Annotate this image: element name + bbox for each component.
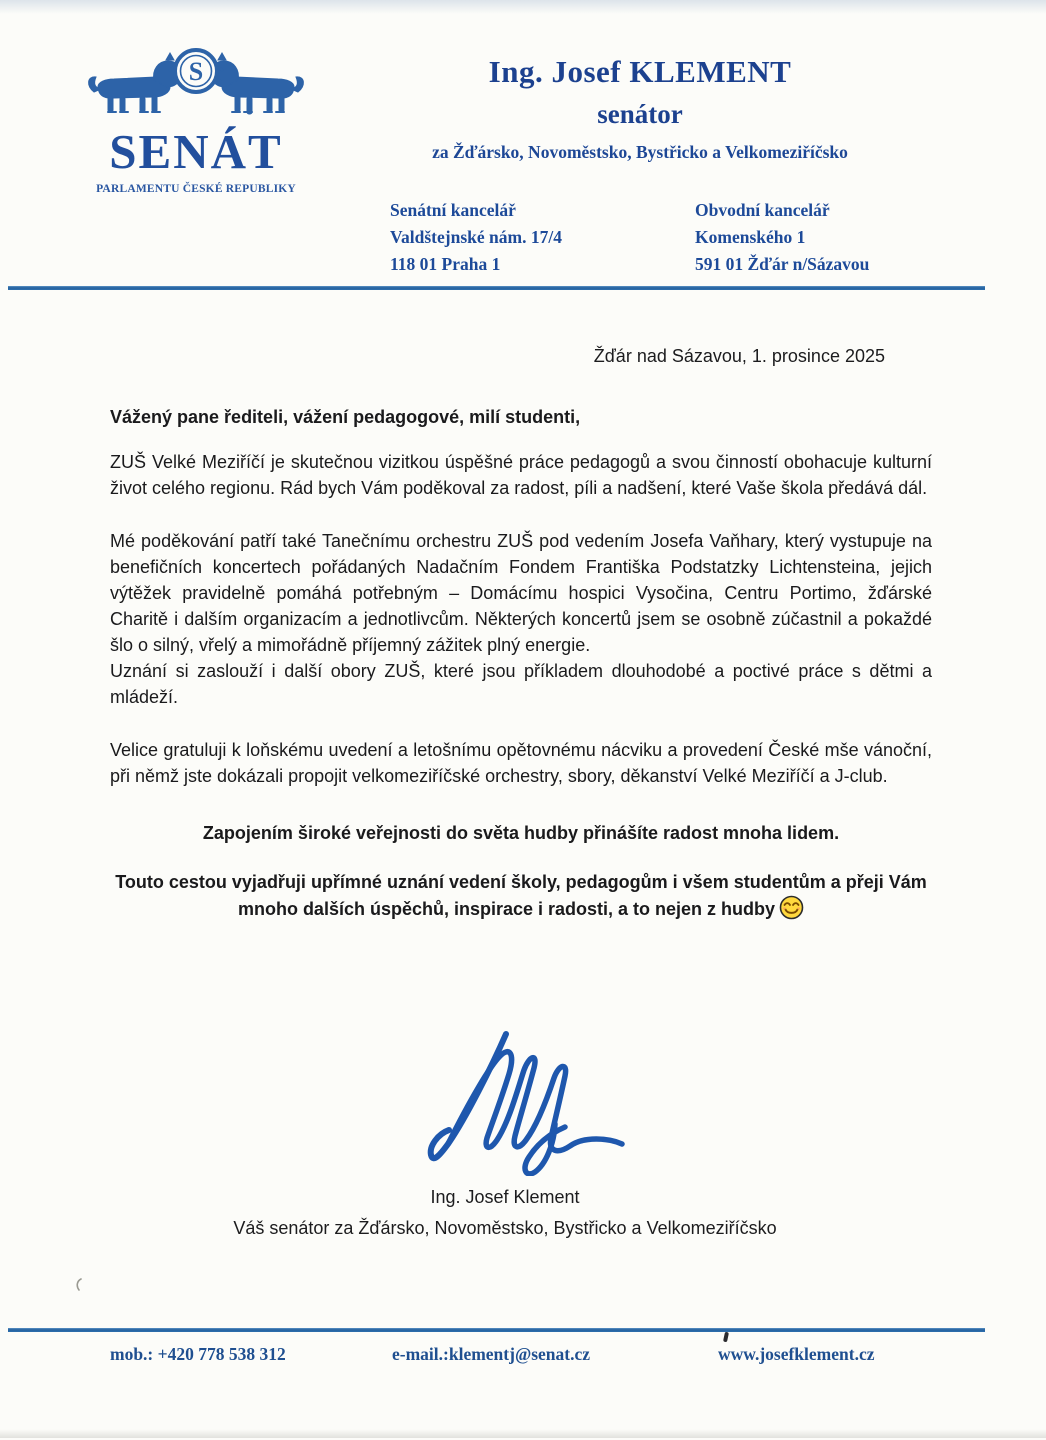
office-city: 591 01 Žďár n/Sázavou xyxy=(695,254,870,274)
senat-lions-emblem-icon xyxy=(84,46,308,126)
senate-office-address xyxy=(390,197,695,278)
scan-smudge-artifact xyxy=(73,1278,85,1297)
smiley-emoji-icon xyxy=(779,895,804,920)
emphasis-line: Zapojením široké veřejnosti do světa hudby přinášíte radost mnoha lidem. xyxy=(202,823,840,843)
office-street: Komenského 1 xyxy=(695,227,806,247)
letterhead-divider xyxy=(8,286,985,290)
signature-block xyxy=(110,1182,900,1244)
handwritten-signature-image xyxy=(418,1026,648,1181)
paragraph: ZUŠ Velké Meziříčí je skutečnou vizitkou úspěšné práce pedagogů a svou činností obohacuje kulturní život celého regionu. Rád bych Vám poděkoval za radost, píli a nadšení, které Vaše škola předává dál. xyxy=(110,452,932,498)
senator-name: Ing. Josef KLEMENT xyxy=(488,54,792,89)
office-title: Obvodní kancelář xyxy=(695,200,830,220)
senat-monogram: S xyxy=(188,57,204,86)
senat-subtitle: PARLAMENTU ČESKÉ REPUBLIKY xyxy=(96,183,296,195)
signature-title: Váš senátor za Žďársko, Novoměstsko, Bystřicko a Velkomeziříčsko xyxy=(233,1218,777,1238)
signature-name: Ing. Josef Klement xyxy=(430,1187,580,1207)
scan-mark-artifact xyxy=(723,1332,729,1343)
senat-wordmark: SENÁT xyxy=(109,124,283,179)
footer-divider xyxy=(8,1328,985,1332)
senat-logo xyxy=(84,46,308,195)
office-title: Senátní kancelář xyxy=(390,200,516,220)
salutation: Vážený pane řediteli, vážení pedagogové, milí studenti, xyxy=(110,407,581,427)
senator-region: za Žďársko, Novoměstsko, Bystřicko a Velkomeziříčsko xyxy=(432,142,848,162)
footer-contacts xyxy=(0,1344,1046,1374)
scan-edge-artifact-top xyxy=(0,0,1046,14)
paragraph: Mé poděkování patří také Tanečnímu orchestru ZUŠ pod vedením Josefa Vaňhary, který vystupuje na benefičních koncertech pořádaných Nadačním Fondem Františka Podstatzky Lichtensteina, jejich výtěžek pravidelně pomáhá potřebným – Domácímu hospici Vysočina, Centru Portimo, žďárské Charitě i dalším organizacím a jednotlivcům. Některých koncertů jsem se osobně zúčastnil a pokaždé šlo o silný, vřelý a mimořádně příjemný zážitek plný energie. xyxy=(110,531,932,655)
paragraph: Velice gratuluji k loňskému uvedení a letošnímu opětovnému nácviku a provedení České mše vánoční, při němž jste dokázali propojit velkomeziříčské orchestry, sbory, děkanství Velké Meziříčí a J-club. xyxy=(110,740,932,786)
paragraph: Uznání si zaslouží i další obory ZUŠ, které jsou příkladem dlouhodobé a poctivé práce s dětmi a mládeží. xyxy=(110,661,932,707)
scan-edge-artifact-bottom xyxy=(0,1429,1046,1438)
dateline: Žďár nad Sázavou, 1. prosince 2025 xyxy=(593,346,885,366)
footer-mobile: mob.: +420 778 538 312 xyxy=(110,1344,286,1364)
footer-website: www.josefklement.cz xyxy=(718,1344,875,1364)
office-addresses xyxy=(390,197,990,278)
senator-role: senátor xyxy=(597,99,683,129)
closing-line xyxy=(110,869,932,922)
letter-body xyxy=(110,404,932,922)
letterhead-title-block xyxy=(345,54,935,163)
footer-email: e-mail.:klementj@senat.cz xyxy=(392,1344,591,1364)
district-office-address xyxy=(695,197,985,278)
office-street: Valdštejnské nám. 17/4 xyxy=(390,227,562,247)
office-city: 118 01 Praha 1 xyxy=(390,254,501,274)
closing-text: Touto cestou vyjadřuji upřímné uznání vedení školy, pedagogům i všem studentům a přeji Vám mnoho dalších úspěchů, inspirace i radosti, a to nejen z hudby xyxy=(115,872,927,919)
